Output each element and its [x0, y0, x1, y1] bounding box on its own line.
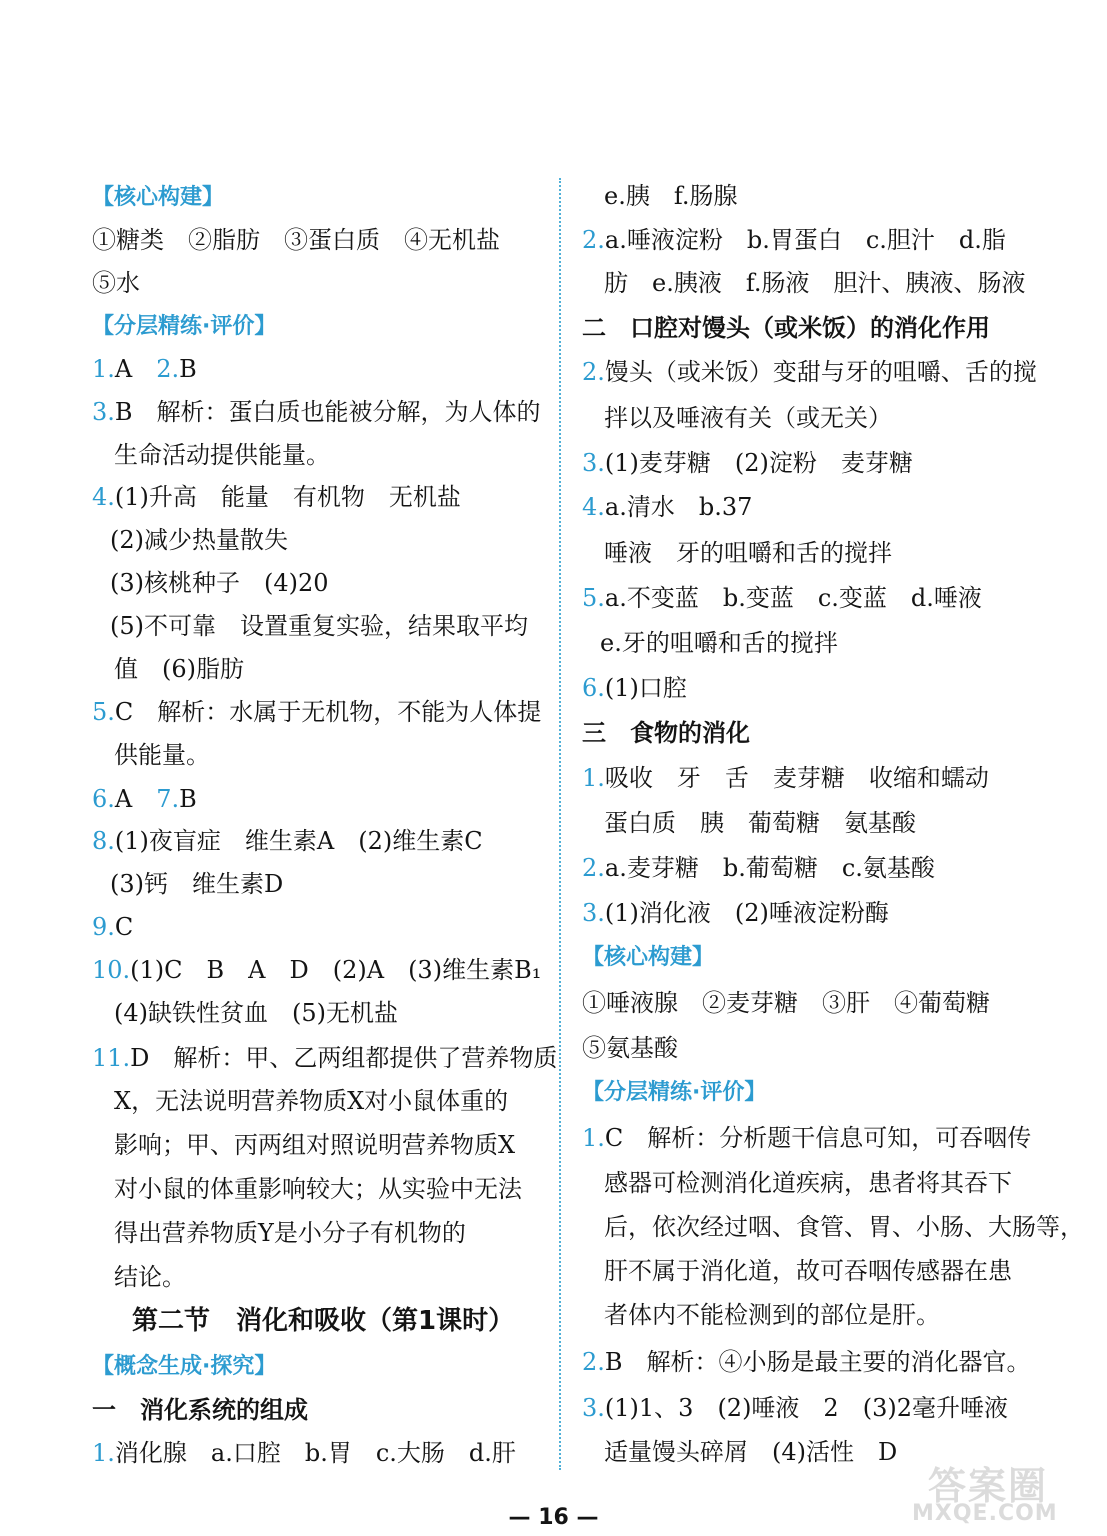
answer-text: B 解析：④小肠是最主要的消化器官。 [604, 1348, 1031, 1376]
answer-item [582, 1393, 1008, 1423]
answer-text: a.清水 b.37 [604, 493, 753, 521]
answer-text: (1)口腔 [604, 674, 687, 702]
answer-line [114, 740, 210, 770]
answer-text: 值 (6)脂肪 [114, 655, 244, 683]
section-tag: 【分层精练·评价】 [92, 314, 277, 339]
answer-text: 感器可检测消化道疾病，患者将其吞下 [604, 1169, 1012, 1197]
answer-text: D 解析：甲、乙两组都提供了营养物质 [130, 1044, 558, 1072]
item-number: 1. [92, 1439, 115, 1467]
answer-item [92, 912, 133, 942]
answer-text: 拌以及唾液有关（或无关） [604, 404, 892, 432]
item-number: 1. [92, 355, 115, 383]
answer-text: (1)消化液 (2)唾液淀粉酶 [604, 899, 889, 927]
answer-item [92, 397, 541, 427]
section-tag: 【分层精练·评价】 [582, 1080, 767, 1105]
answer-item [582, 1123, 1031, 1153]
answer-line [114, 440, 330, 470]
answer-item [582, 853, 935, 883]
answer-line [114, 1086, 508, 1116]
answer-item [92, 955, 541, 985]
answer-text: 吸收 牙 舌 麦芽糖 收缩和蠕动 [604, 764, 989, 792]
answer-item [582, 673, 687, 703]
answer-text: a.麦芽糖 b.葡萄糖 c.氨基酸 [604, 854, 935, 882]
answer-line [114, 1174, 522, 1204]
item-number: 2. [582, 226, 605, 254]
item-number: 3. [582, 449, 605, 477]
answer-line [114, 1130, 515, 1160]
answer-item [582, 225, 1006, 255]
answer-line [114, 654, 244, 684]
answer-line [582, 1033, 678, 1063]
answer-text: 馒头（或米饭）变甜与牙的咀嚼、舌的搅 [604, 358, 1037, 386]
answer-text: B [179, 355, 197, 383]
answer-text: (1)夜盲症 维生素A (2)维生素C [114, 827, 483, 855]
answer-text: ⑤水 [92, 269, 140, 297]
answer-text: (2)减少热量散失 [110, 526, 288, 554]
answer-item [582, 357, 1037, 387]
answer-text: 蛋白质 胰 葡萄糖 氨基酸 [604, 809, 916, 837]
answer-item [92, 697, 541, 727]
answer-line [110, 525, 288, 555]
answer-line [604, 1256, 1012, 1286]
answer-text: ①糖类 ②脂肪 ③蛋白质 ④无机盐 [92, 226, 500, 254]
item-number: 3. [582, 899, 605, 927]
answer-item [582, 1347, 1031, 1377]
answer-text: ①唾液腺 ②麦芽糖 ③肝 ④葡萄糖 [582, 989, 990, 1017]
section-title: 第二节 消化和吸收（第1课时） [132, 1306, 515, 1336]
answer-text: 影响；甲、丙两组对照说明营养物质X [114, 1131, 516, 1159]
answer-text: a.唾液淀粉 b.胃蛋白 c.胆汁 d.脂 [604, 226, 1006, 254]
item-number: 2. [582, 1348, 605, 1376]
answer-line [604, 1300, 940, 1330]
answer-text: (4)缺铁性贫血 (5)无机盐 [114, 999, 398, 1027]
subsection-heading: 二 口腔对馒头（或米饭）的消化作用 [582, 314, 990, 342]
section-tag: 【核心构建】 [92, 185, 225, 210]
answer-text: A [114, 785, 157, 813]
answer-text: C 解析：水属于无机物，不能为人体提 [114, 698, 542, 726]
answer-item [92, 1438, 516, 1468]
answer-item [582, 492, 752, 522]
answer-item [92, 354, 197, 384]
answer-text: (1)C B A D (2)A (3)维生素B₁ [130, 956, 542, 984]
answer-line [604, 1212, 1084, 1242]
answer-text: (3)钙 维生素D [110, 870, 284, 898]
answer-text: 肪 e.胰液 f.肠液 胆汁、胰液、肠液 [604, 269, 1026, 297]
answer-text: 后，依次经过咽、食管、胃、小肠、大肠等， [604, 1213, 1084, 1241]
item-number: 1. [582, 1124, 605, 1152]
answer-item [582, 583, 982, 613]
answer-text: 肝不属于消化道，故可吞咽传感器在患 [604, 1257, 1012, 1285]
answer-line [600, 628, 838, 658]
section-tag: 【概念生成·探究】 [92, 1354, 277, 1379]
answer-line [604, 403, 892, 433]
item-number: 6. [92, 785, 115, 813]
answer-text: 得出营养物质Y是小分子有机物的 [114, 1219, 466, 1247]
answer-item [92, 826, 483, 856]
item-number: 8. [92, 827, 115, 855]
answer-text: 适量馒头碎屑 (4)活性 D [604, 1438, 898, 1466]
answer-line [604, 538, 892, 568]
answer-text: B [179, 785, 197, 813]
item-number: 5. [582, 584, 605, 612]
item-number: 10. [92, 956, 131, 984]
answer-item [582, 448, 913, 478]
answer-text: (3)核桃种子 (4)20 [110, 569, 329, 597]
item-number: 2. [582, 358, 605, 386]
item-number: 7. [156, 785, 180, 813]
watermark-title: 答案圈 [928, 1464, 1049, 1508]
answer-item [582, 898, 889, 928]
answer-line [110, 869, 283, 899]
answer-text: 结论。 [114, 1263, 186, 1291]
answer-text: C [114, 913, 134, 941]
answer-text: 唾液 牙的咀嚼和舌的搅拌 [604, 539, 892, 567]
answer-line [604, 181, 738, 211]
answer-line [604, 268, 1026, 298]
answer-line [114, 1262, 186, 1292]
answer-text: (1)1、3 (2)唾液 2 (3)2毫升唾液 [604, 1394, 1008, 1422]
answer-text: e.胰 f.肠腺 [604, 182, 738, 210]
answer-text: 者体内不能检测到的部位是肝。 [604, 1301, 940, 1329]
subsection-heading: 三 食物的消化 [582, 719, 750, 747]
item-number: 2. [582, 854, 605, 882]
item-number: 3. [582, 1394, 605, 1422]
answer-text: 生命活动提供能量。 [114, 441, 330, 469]
answer-text: (5)不可靠 设置重复实验，结果取平均 [110, 612, 528, 640]
answer-text: (1)麦芽糖 (2)淀粉 麦芽糖 [604, 449, 913, 477]
item-number: 1. [582, 764, 605, 792]
answer-line [114, 998, 398, 1028]
item-number: 3. [92, 398, 115, 426]
answer-text: B 解析：蛋白质也能被分解，为人体的 [114, 398, 541, 426]
answer-text: a.不变蓝 b.变蓝 c.变蓝 d.唾液 [604, 584, 982, 612]
item-number: 4. [92, 483, 115, 511]
answer-line [92, 268, 140, 298]
answer-line [114, 1218, 466, 1248]
item-number: 9. [92, 913, 115, 941]
subsection-heading: 一 消化系统的组成 [92, 1396, 308, 1424]
answer-line [110, 568, 329, 598]
answer-line [582, 988, 990, 1018]
item-number: 6. [582, 674, 605, 702]
answer-text: e.牙的咀嚼和舌的搅拌 [600, 629, 838, 657]
answer-line [110, 611, 528, 641]
answer-item [92, 784, 197, 814]
item-number: 5. [92, 698, 115, 726]
item-number: 2. [156, 355, 180, 383]
answer-line [604, 1168, 1012, 1198]
item-number: 4. [582, 493, 605, 521]
answer-item [582, 763, 989, 793]
answer-text: 消化腺 a.口腔 b.胃 c.大肠 d.肝 [114, 1439, 516, 1467]
page-number: — 16 — [508, 1505, 599, 1530]
answer-line [604, 1437, 897, 1467]
column-divider [559, 178, 561, 1470]
answer-text: A [114, 355, 157, 383]
answer-text: 供能量。 [114, 741, 210, 769]
answer-text: X，无法说明营养物质X对小鼠体重的 [114, 1087, 509, 1115]
item-number: 11. [92, 1044, 131, 1072]
watermark-logo [900, 1455, 1090, 1530]
answer-text: ⑤氨基酸 [582, 1034, 678, 1062]
answer-text: (1)升高 能量 有机物 无机盐 [114, 483, 461, 511]
watermark-url: MXQE.COM [912, 1501, 1058, 1526]
answer-text: 对小鼠的体重影响较大；从实验中无法 [114, 1175, 522, 1203]
answer-line [604, 808, 916, 838]
answer-item [92, 1043, 557, 1073]
answer-item [92, 482, 461, 512]
section-tag: 【核心构建】 [582, 945, 715, 970]
answer-line [92, 225, 500, 255]
answer-text: C 解析：分析题干信息可知，可吞咽传 [604, 1124, 1032, 1152]
